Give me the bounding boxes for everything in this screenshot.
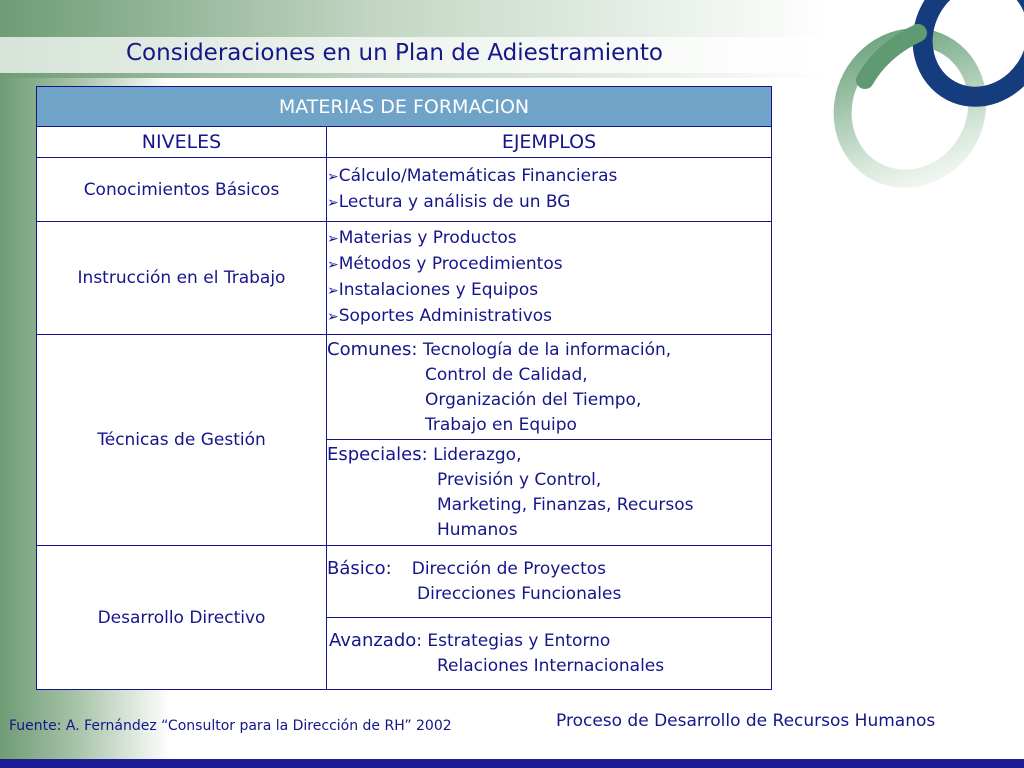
example-group-line: Trabajo en Equipo — [425, 414, 577, 435]
column-header-levels: NIVELES — [37, 127, 327, 158]
table-heading: MATERIAS DE FORMACION — [37, 87, 772, 127]
arrow-bullet-icon: ➢ — [327, 309, 339, 325]
training-table — [36, 86, 772, 690]
level-cell: Conocimientos Básicos — [37, 158, 327, 222]
example-item: ➢Soportes Administrativos — [327, 306, 553, 326]
slide-title: Consideraciones en un Plan de Adiestramiento — [126, 40, 663, 66]
example-group-line: Relaciones Internacionales — [437, 656, 665, 676]
level-cell: Desarrollo Directivo — [37, 546, 327, 690]
arrow-bullet-icon: ➢ — [327, 283, 339, 299]
example-item: ➢Lectura y análisis de un BG — [327, 191, 571, 212]
level-cell: Técnicas de Gestión — [37, 335, 327, 546]
group-label: Básico: — [327, 558, 392, 579]
group-label: Avanzado — [329, 630, 417, 651]
column-header-examples: EJEMPLOS — [327, 127, 772, 158]
group-label: Comunes: — [327, 338, 418, 360]
example-item: ➢Materias y Productos — [327, 228, 517, 248]
source-citation: Fuente: A. Fernández “Consultor para la Dirección de RH” 2002 — [9, 718, 452, 734]
example-group-line: Básico: Dirección de Proyectos — [327, 558, 607, 579]
arrow-bullet-icon: ➢ — [327, 231, 339, 247]
bottom-bar — [0, 759, 1024, 768]
example-item: ➢Cálculo/Matemáticas Financieras — [327, 165, 618, 186]
examples-cell — [327, 158, 772, 222]
examples-cell — [327, 618, 772, 690]
example-group-line: Organización del Tiempo, — [425, 389, 642, 410]
examples-cell — [327, 546, 772, 618]
example-group-line: Avanzado: Estrategias y Entorno — [329, 630, 611, 651]
example-item: ➢Instalaciones y Equipos — [327, 280, 539, 300]
examples-cell — [327, 440, 772, 546]
interlocking-rings-logo — [826, 0, 1024, 198]
example-group-line: Control de Calidad, — [425, 364, 588, 385]
group-label: Especiales: — [327, 444, 428, 465]
example-group-line: Direcciones Funcionales — [417, 584, 622, 604]
example-group-line: Marketing, Finanzas, Recursos — [437, 495, 694, 515]
level-cell: Instrucción en el Trabajo — [37, 222, 327, 335]
example-group-line: Comunes: Tecnología de la información, — [327, 338, 672, 360]
example-group-line: Humanos — [437, 520, 518, 540]
example-group-line: Previsión y Control, — [437, 470, 602, 490]
example-item: ➢Métodos y Procedimientos — [327, 254, 563, 274]
arrow-bullet-icon: ➢ — [327, 194, 339, 211]
example-group-line: Especiales: Liderazgo, — [327, 444, 522, 465]
examples-cell — [327, 335, 772, 440]
footer-title: Proceso de Desarrollo de Recursos Humanos — [556, 711, 936, 731]
examples-cell — [327, 222, 772, 335]
arrow-bullet-icon: ➢ — [327, 168, 339, 185]
arrow-bullet-icon: ➢ — [327, 257, 339, 273]
